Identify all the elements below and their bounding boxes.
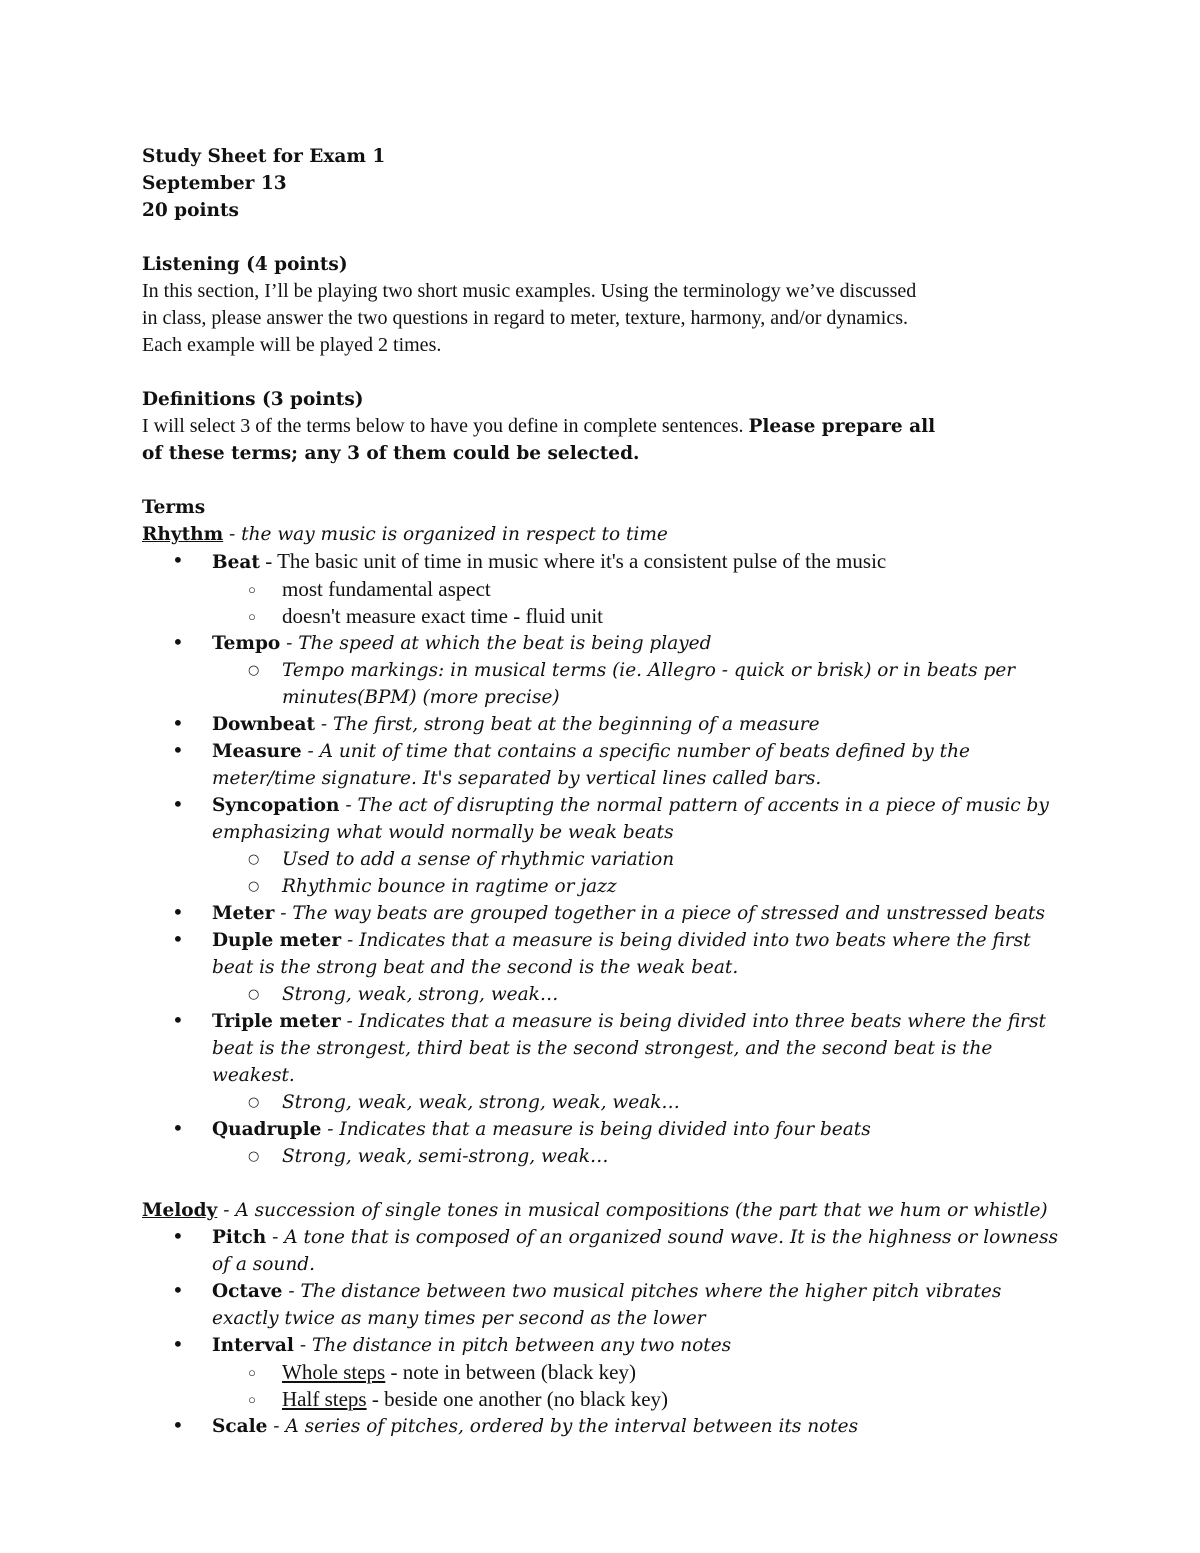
definitions-plain: I will select 3 of the terms below to have you define in complete sentences. [142, 415, 749, 437]
term-duple-meter: Duple meter [212, 930, 342, 951]
def-tempo: - The speed at which the beat is being played [280, 633, 712, 654]
list-subitem [142, 1359, 1072, 1386]
definitions-text-2: of these terms; any 3 of them could be selected. [142, 443, 640, 464]
list-subitem [142, 846, 1072, 873]
list-item [142, 711, 1072, 738]
listening-heading: Listening (4 points) [142, 254, 348, 275]
term-tempo: Tempo [212, 633, 281, 654]
definitions-heading: Definitions (3 points) [142, 389, 364, 410]
list-item [142, 1116, 1072, 1143]
list-item [142, 900, 1072, 927]
half-steps-desc: - beside one another (no black key) [366, 1387, 669, 1411]
def-pitch: - A tone that is composed of an organized sound wave. It is the highness or lowness of a sound. [212, 1227, 1058, 1275]
definitions-bold-1: Please prepare all [748, 416, 936, 437]
term-downbeat: Downbeat [212, 714, 315, 735]
list-subitem [142, 981, 1072, 1008]
term-pitch: Pitch [212, 1227, 267, 1248]
def-downbeat: - The first, strong beat at the beginning of a measure [315, 714, 820, 735]
def-triple-meter: - Indicates that a measure is being divided into three beats where the first beat is the strongest, third beat is the second strongest, and the second beat is the weakest. [212, 1011, 1046, 1086]
def-octave: - The distance between two musical pitches where the higher pitch vibrates exactly twice as many times per second as the lower [212, 1281, 1002, 1329]
definitions-text-1 [142, 413, 1072, 440]
list-subitem [142, 1386, 1072, 1413]
rhythm-desc: - the way music is organized in respect to time [223, 524, 668, 545]
whole-steps-desc: - note in between (black key) [385, 1360, 636, 1384]
def-scale: - A series of pitches, ordered by the interval between its notes [267, 1416, 859, 1437]
list-subitem [142, 1143, 1072, 1170]
def-beat: - The basic unit of time in music where it's a consistent pulse of the music [259, 549, 887, 573]
listening-text-1: In this section, I’ll be playing two short music examples. Using the terminology we’ve discussed [142, 280, 917, 302]
melody-title: Melody [142, 1200, 218, 1221]
def-interval: - The distance in pitch between any two notes [293, 1335, 732, 1356]
list-subitem [142, 1089, 1072, 1116]
list-item [142, 1224, 1072, 1278]
list-item [142, 1278, 1072, 1332]
term-scale: Scale [212, 1416, 268, 1437]
def-duple-meter: - Indicates that a measure is being divided into two beats where the first beat is the strong beat and the second is the weak beat. [212, 930, 1031, 978]
exam-points: 20 points [142, 200, 239, 221]
list-item [142, 927, 1072, 981]
half-steps-label: Half steps [282, 1387, 367, 1411]
list-item [142, 738, 1072, 792]
def-quadruple: - Indicates that a measure is being divided into four beats [321, 1119, 871, 1140]
def-measure: - A unit of time that contains a specific number of beats defined by the meter/time signature. It's separated by vertical lines called bars. [212, 741, 970, 789]
document-page [142, 143, 1072, 1440]
list-item [142, 548, 1072, 576]
term-measure: Measure [212, 741, 302, 762]
listening-text-2: in class, please answer the two questions in regard to meter, texture, harmony, and/or dynamics. [142, 307, 909, 329]
tempo-sub-1: ○ Tempo markings: in musical terms (ie. Allegro - quick or brisk) or in beats per minutes(BPM) (more precise) [282, 657, 1072, 711]
exam-date: September 13 [142, 173, 287, 194]
beat-sub-1: ○ most fundamental aspect [282, 576, 1072, 603]
triple-sub-1: ○ Strong, weak, weak, strong, weak, weak… [282, 1089, 1072, 1116]
list-subitem [142, 603, 1072, 630]
list-subitem [142, 657, 1072, 711]
term-syncopation: Syncopation [212, 795, 340, 816]
term-triple-meter: Triple meter [212, 1011, 341, 1032]
list-item [142, 630, 1072, 657]
document-title: Study Sheet for Exam 1 [142, 146, 386, 167]
list-item [142, 792, 1072, 846]
def-syncopation: - The act of disrupting the normal pattern of accents in a piece of music by emphasizing what would normally be weak beats [212, 795, 1049, 843]
listening-text-3: Each example will be played 2 times. [142, 334, 442, 356]
rhythm-title: Rhythm [142, 524, 224, 545]
term-meter: Meter [212, 903, 275, 924]
list-item [142, 1332, 1072, 1359]
melody-desc: - A succession of single tones in musical compositions (the part that we hum or whistle) [217, 1200, 1048, 1221]
whole-steps-label: Whole steps [282, 1360, 386, 1384]
list-item [142, 1413, 1072, 1440]
list-subitem [142, 873, 1072, 900]
term-beat: Beat [212, 552, 260, 573]
duple-sub-1: ○ Strong, weak, strong, weak… [282, 981, 1072, 1008]
def-meter: - The way beats are grouped together in a piece of stressed and unstressed beats [274, 903, 1045, 924]
quadruple-sub-1: ○ Strong, weak, semi-strong, weak… [282, 1143, 1072, 1170]
rhythm-heading [142, 521, 1072, 548]
beat-sub-2: ○ doesn't measure exact time - fluid unit [282, 603, 1072, 630]
terms-heading: Terms [142, 497, 206, 518]
term-octave: Octave [212, 1281, 283, 1302]
syncopation-sub-1: ○ Used to add a sense of rhythmic variation [282, 846, 1072, 873]
melody-list [142, 1224, 1072, 1440]
term-quadruple: Quadruple [212, 1119, 322, 1140]
rhythm-list [142, 548, 1072, 1170]
term-interval: Interval [212, 1335, 294, 1356]
syncopation-sub-2: ○ Rhythmic bounce in ragtime or jazz [282, 873, 1072, 900]
list-subitem [142, 576, 1072, 603]
list-item [142, 1008, 1072, 1089]
melody-heading [142, 1197, 1072, 1224]
